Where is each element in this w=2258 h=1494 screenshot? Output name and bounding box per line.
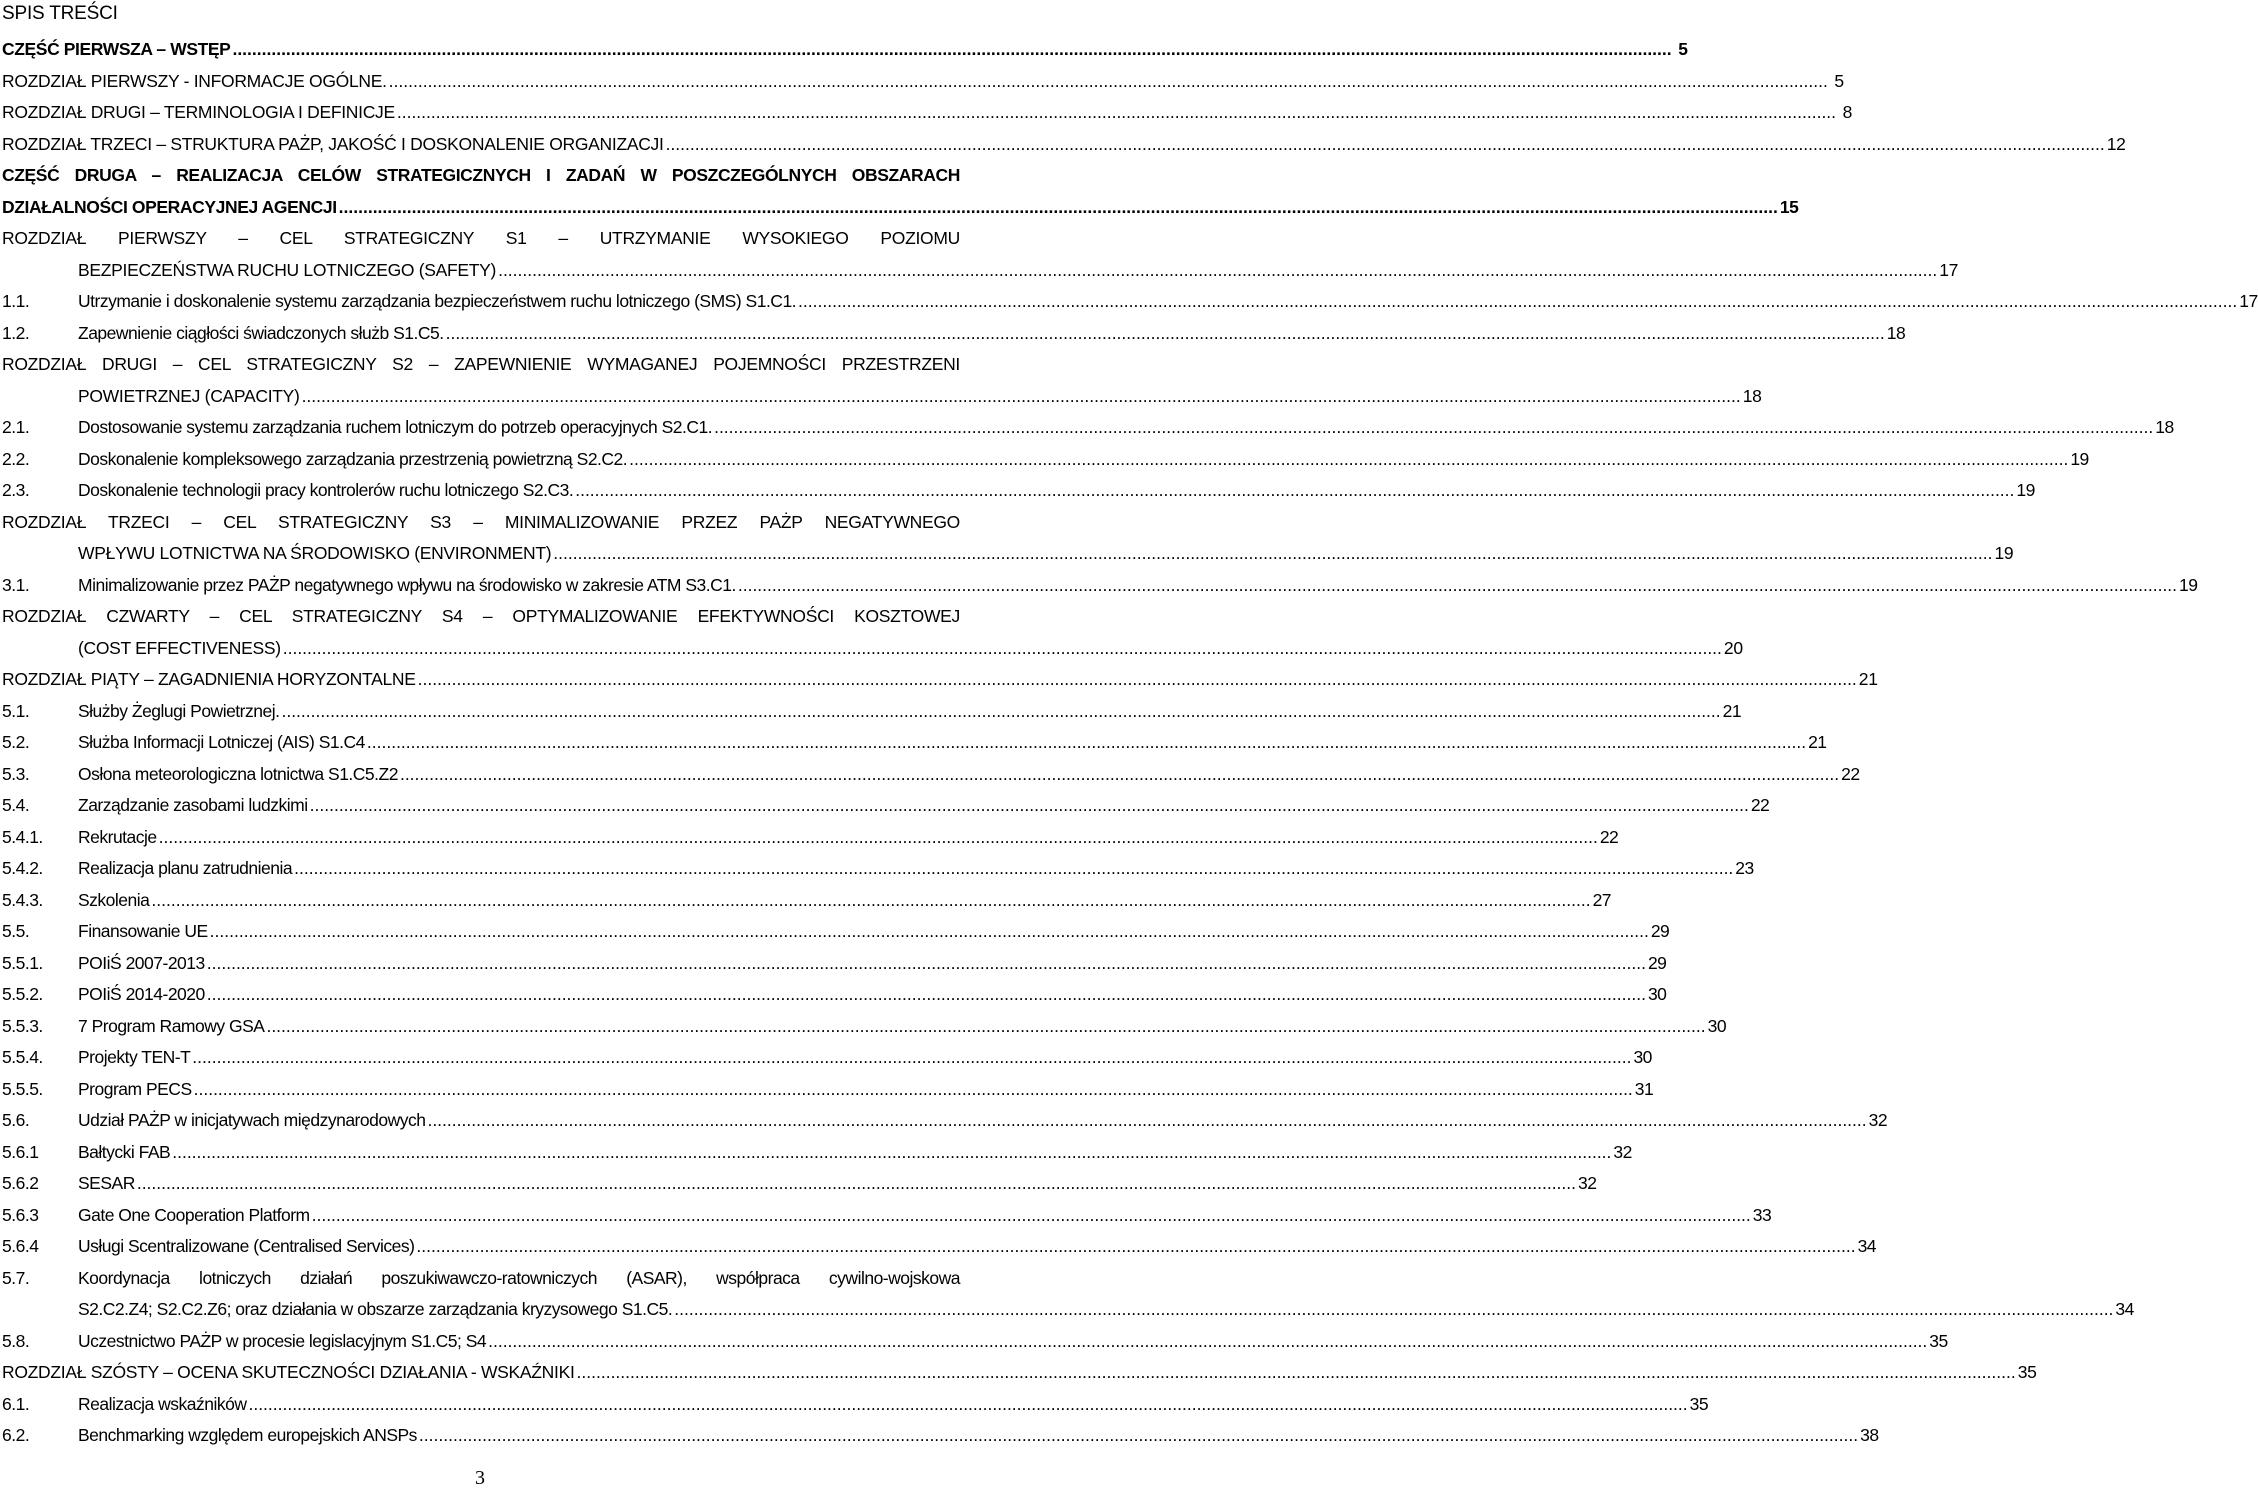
dot-leader	[232, 35, 1671, 63]
toc-entry-title: Minimalizowanie przez PAŻP negatywnego wpływu na środowisko w zakresie ATM S3.C1.	[78, 574, 736, 595]
toc-entry-title: Projekty TEN-T	[78, 1047, 191, 1067]
toc-entry-number: 2.2.	[2, 448, 30, 469]
toc-entry-number: 2.1.	[2, 417, 30, 437]
toc-entry-page: 30	[1647, 984, 1667, 1004]
toc-entry-title: Benchmarking względem europejskich ANSPs	[78, 1425, 417, 1445]
toc-entry-title: Usługi Scentralizowane (Centralised Services)	[78, 1236, 415, 1256]
dot-leader	[427, 1106, 1866, 1134]
dot-leader	[738, 571, 2177, 599]
toc-entry-page: 27	[1592, 889, 1612, 910]
toc-entry-page: 17	[1939, 259, 1959, 280]
toc-entry-number: 5.5.4.	[2, 1047, 43, 1067]
toc-entry-title: Finansowanie UE	[78, 921, 208, 941]
toc-entry[interactable]	[0, 917, 1670, 949]
toc-entry-title: Służby Żeglugi Powietrznej.	[78, 700, 280, 721]
dot-leader	[577, 1358, 2016, 1386]
toc-entry-number: 5.5.	[2, 921, 30, 941]
toc-entry[interactable]	[0, 980, 1667, 1012]
toc-entry-title: Program PECS	[78, 1078, 192, 1099]
toc-entry[interactable]	[0, 854, 1754, 886]
toc-entry-title-continued: POWIETRZNEJ (CAPACITY)	[78, 385, 300, 406]
toc-entry-page: 22	[1841, 763, 1860, 784]
dot-leader	[172, 1138, 1611, 1166]
dot-leader	[389, 67, 1828, 95]
toc-entry-number: 6.2.	[2, 1425, 30, 1445]
toc-entry[interactable]	[0, 1201, 1772, 1233]
toc-entry[interactable]	[0, 1264, 2134, 1327]
toc-entry-title: POIiŚ 2014-2020	[78, 984, 205, 1004]
toc-entry-page: 5	[1678, 39, 1688, 59]
toc-entry-title: ROZDZIAŁ PIERWSZY - INFORMACJE OGÓLNE.	[2, 70, 387, 91]
toc-entry-number: 5.5.1.	[2, 952, 43, 973]
dot-leader	[674, 1295, 2113, 1323]
toc-entry-page: 19	[2016, 480, 2035, 500]
dot-leader	[446, 319, 1885, 347]
dot-leader	[488, 1327, 1927, 1355]
toc-entry-page: 17	[2239, 291, 2258, 311]
toc-entry-page: 30	[1633, 1047, 1652, 1067]
toc-entry-page: 21	[1722, 700, 1742, 721]
toc-entry-number: 5.4.1.	[2, 826, 43, 847]
toc-entry[interactable]	[0, 1012, 1727, 1044]
toc-entry-page: 31	[1634, 1078, 1654, 1099]
toc-entry-page: 18	[1742, 385, 1762, 406]
page-number: 3	[475, 1467, 485, 1489]
toc-entry-title: Szkolenia	[78, 889, 150, 910]
toc-entry[interactable]	[0, 665, 1878, 697]
toc-entry[interactable]	[0, 1390, 1709, 1422]
toc-entry[interactable]	[0, 413, 2174, 445]
dot-leader	[666, 130, 2105, 158]
toc-entry-page: 38	[1860, 1425, 1879, 1445]
toc-entry-title-continued: DZIAŁALNOŚCI OPERACYJNEJ AGENCJI	[2, 196, 337, 217]
toc-entry-number: 5.4.3.	[2, 889, 43, 910]
toc-entry-title: Osłona meteorologiczna lotnictwa S1.C5.Z2	[78, 763, 398, 784]
toc-entry-number: 5.5.5.	[2, 1078, 43, 1099]
toc-entry[interactable]	[0, 350, 1762, 413]
toc-entry-number: 6.1.	[2, 1393, 30, 1414]
toc-entry-page: 32	[1613, 1141, 1632, 1162]
dot-leader	[416, 1232, 1855, 1260]
toc-entry[interactable]	[0, 602, 1743, 665]
toc-entry-number: 1.1.	[2, 291, 30, 311]
toc-entry-page: 19	[1994, 543, 2014, 563]
toc-entry-page: 12	[2106, 133, 2126, 154]
toc-entry[interactable]	[0, 697, 1742, 729]
dot-leader	[192, 1043, 1631, 1071]
toc-entry-title: ROZDZIAŁ PIĄTY – ZAGADNIENIA HORYZONTALNE	[2, 669, 416, 689]
toc-entry[interactable]	[0, 445, 2089, 477]
toc-entry[interactable]	[0, 1232, 1877, 1264]
dot-leader	[137, 1169, 1576, 1197]
dot-leader	[397, 98, 1836, 126]
dot-leader	[553, 539, 1992, 567]
toc-entry-number: 3.1.	[2, 574, 30, 595]
toc-entry-title: Zarządzanie zasobami ludzkimi	[78, 795, 308, 815]
toc-entry[interactable]	[0, 319, 1906, 351]
dot-leader	[194, 1075, 1633, 1103]
dot-leader	[207, 980, 1646, 1008]
toc-entry-number: 5.6.4	[2, 1236, 39, 1256]
toc-entry-title: Rekrutacje	[78, 826, 157, 847]
toc-entry-page: 19	[2070, 448, 2089, 469]
toc-entry-title: CZĘŚĆ PIERWSZA – WSTĘP	[2, 39, 231, 59]
toc-entry-number: 5.6.2	[2, 1173, 39, 1193]
table-of-contents	[0, 35, 2258, 1453]
toc-entry[interactable]	[0, 161, 1799, 224]
toc-entry-title: ROZDZIAŁ DRUGI – TERMINOLOGIA I DEFINICJE	[2, 102, 395, 122]
toc-entry-number: 5.6.1	[2, 1141, 39, 1162]
dot-leader	[151, 886, 1590, 914]
toc-entry-page: 30	[1707, 1015, 1727, 1036]
toc-entry-title: ROZDZIAŁ SZÓSTY – OCENA SKUTECZNOŚCI DZIAŁANIA - WSKAŹNIKI	[2, 1362, 575, 1382]
toc-entry-number: 5.8.	[2, 1330, 30, 1351]
toc-entry-title: Bałtycki FAB	[78, 1141, 171, 1162]
toc-entry[interactable]	[0, 287, 2258, 319]
toc-entry-number: 5.6.3	[2, 1204, 39, 1225]
toc-entry-title: Uczestnictwo PAŻP w procesie legislacyjnym S1.C5; S4	[78, 1330, 487, 1351]
toc-entry[interactable]	[0, 886, 1612, 918]
toc-entry-title: Doskonalenie technologii pracy kontrolerów ruchu lotniczego S2.C3.	[78, 480, 574, 500]
toc-entry-page: 35	[1929, 1330, 1948, 1351]
toc-entry[interactable]	[0, 823, 1619, 855]
toc-entry-title: POIiŚ 2007-2013	[78, 952, 205, 973]
dot-leader	[302, 382, 1741, 410]
dot-leader	[419, 1421, 1858, 1449]
dot-leader	[714, 413, 2153, 441]
toc-entry[interactable]	[0, 1106, 1888, 1138]
toc-entry-title-continued: (COST EFFECTIVENESS)	[78, 637, 281, 658]
toc-entry-page: 23	[1735, 858, 1754, 878]
dot-leader	[418, 665, 1857, 693]
toc-entry[interactable]	[0, 1138, 1632, 1170]
dot-leader	[159, 823, 1598, 851]
toc-entry-page: 21	[1808, 732, 1827, 752]
toc-entry[interactable]	[0, 67, 1844, 99]
toc-entry-number: 2.3.	[2, 480, 30, 500]
toc-entry-title: 7 Program Ramowy GSA	[78, 1015, 265, 1036]
toc-entry-title: Koordynacja lotniczych działań poszukiwawczo-ratowniczych (ASAR), współpraca cywilno-wojskowa	[78, 1267, 960, 1288]
toc-entry[interactable]	[0, 1043, 1652, 1075]
toc-entry-page: 22	[1599, 826, 1619, 847]
dot-leader	[310, 791, 1749, 819]
toc-entry-title-continued: BEZPIECZEŃSTWA RUCHU LOTNICZEGO (SAFETY)	[78, 259, 497, 280]
toc-entry-page: 8	[1842, 102, 1853, 122]
toc-entry-page: 33	[1752, 1204, 1772, 1225]
toc-entry-title: Doskonalenie kompleksowego zarządzania przestrzenią powietrzną S2.C2.	[78, 448, 628, 469]
toc-entry-page: 32	[1578, 1173, 1597, 1193]
toc-entry[interactable]	[0, 1358, 2037, 1390]
toc-entry-title: Realizacja planu zatrudnienia	[78, 858, 293, 878]
toc-entry-page: 22	[1750, 795, 1770, 815]
toc-entry-title: Dostosowanie systemu zarządzania ruchem lotniczym do potrzeb operacyjnych S2.C1.	[78, 417, 713, 437]
toc-entry-title: Realizacja wskaźników	[78, 1393, 247, 1414]
dot-leader	[294, 854, 1733, 882]
toc-entry-page: 18	[2155, 417, 2174, 437]
dot-leader	[498, 256, 1937, 284]
toc-entry-title: CZĘŚĆ DRUGA – REALIZACJA CELÓW STRATEGICZNYCH I ZADAŃ W POSZCZEGÓLNYCH OBSZARACH	[2, 165, 960, 185]
toc-entry-page: 29	[1647, 952, 1667, 973]
toc-entry[interactable]	[0, 35, 1688, 67]
toc-entry-number: 1.2.	[2, 322, 30, 343]
toc-entry-number: 5.5.3.	[2, 1015, 43, 1036]
toc-entry-number: 5.3.	[2, 763, 30, 784]
toc-entry-title: Zapewnienie ciągłości świadczonych służb S1.C5.	[78, 322, 444, 343]
dot-leader	[339, 193, 1778, 221]
dot-leader	[798, 287, 2237, 315]
toc-entry-page: 5	[1834, 70, 1844, 91]
toc-entry-title: Służba Informacji Lotniczej (AIS) S1.C4	[78, 732, 365, 752]
toc-entry[interactable]	[0, 476, 2035, 508]
toc-entry-title-continued: WPŁYWU LOTNICTWA NA ŚRODOWISKO (ENVIRONMENT)	[78, 543, 552, 563]
toc-entry[interactable]	[0, 949, 1667, 981]
toc-entry-page: 35	[2017, 1362, 2037, 1382]
toc-entry-page: 29	[1650, 921, 1670, 941]
toc-entry-number: 5.1.	[2, 700, 30, 721]
toc-entry[interactable]	[0, 571, 2198, 603]
dot-leader	[312, 1201, 1751, 1229]
dot-leader	[283, 634, 1722, 662]
toc-entry[interactable]	[0, 1075, 1654, 1107]
toc-entry[interactable]	[0, 98, 1853, 130]
dot-leader	[281, 697, 1720, 725]
toc-entry-title: Utrzymanie i doskonalenie systemu zarządzania bezpieczeństwem ruchu lotniczego (SMS) S1.C1.	[78, 291, 797, 311]
toc-entry-title: SESAR	[78, 1173, 135, 1193]
toc-entry-page: 34	[2115, 1299, 2134, 1319]
toc-entry-page: 20	[1723, 637, 1743, 658]
toc-entry[interactable]	[0, 728, 1827, 760]
dot-leader	[400, 760, 1839, 788]
toc-entry-title: ROZDZIAŁ PIERWSZY – CEL STRATEGICZNY S1 – UTRZYMANIE WYSOKIEGO POZIOMU	[2, 228, 960, 248]
toc-entry[interactable]	[0, 130, 2126, 162]
dot-leader	[248, 1390, 1687, 1418]
toc-entry-title: Gate One Cooperation Platform	[78, 1204, 310, 1225]
toc-entry[interactable]	[0, 224, 1959, 287]
toc-entry-title: ROZDZIAŁ CZWARTY – CEL STRATEGICZNY S4 – OPTYMALIZOWANIE EFEKTYWNOŚCI KOSZTOWEJ	[2, 606, 960, 626]
toc-entry-number: 5.4.2.	[2, 858, 43, 878]
toc-entry[interactable]	[0, 791, 1770, 823]
dot-leader	[629, 445, 2068, 473]
dot-leader	[210, 917, 1649, 945]
toc-entry-page: 21	[1858, 669, 1878, 689]
toc-entry-number: 5.2.	[2, 732, 30, 752]
toc-entry-title: Udział PAŻP w inicjatywach międzynarodowych	[78, 1110, 426, 1130]
dot-leader	[266, 1012, 1705, 1040]
toc-entry-title-continued: S2.C2.Z4; S2.C2.Z6; oraz działania w obszarze zarządzania kryzysowego S1.C5.	[78, 1299, 673, 1319]
toc-entry-page: 18	[1886, 322, 1906, 343]
toc-entry-page: 15	[1779, 196, 1799, 217]
toc-entry-page: 34	[1857, 1236, 1877, 1256]
toc-entry-title: ROZDZIAŁ TRZECI – CEL STRATEGICZNY S3 – MINIMALIZOWANIE PRZEZ PAŻP NEGATYWNEGO	[2, 511, 960, 532]
toc-entry[interactable]	[0, 1327, 1948, 1359]
toc-entry-number: 5.4.	[2, 795, 30, 815]
toc-entry-page: 19	[2179, 574, 2198, 595]
toc-entry-title: ROZDZIAŁ TRZECI – STRUKTURA PAŻP, JAKOŚĆ I DOSKONALENIE ORGANIZACJI	[2, 133, 664, 154]
dot-leader	[575, 476, 2014, 504]
toc-entry-number: 5.5.2.	[2, 984, 43, 1004]
dot-leader	[207, 949, 1646, 977]
toc-entry[interactable]	[0, 1421, 1879, 1453]
dot-leader	[367, 728, 1806, 756]
toc-entry[interactable]	[0, 760, 1860, 792]
toc-entry-page: 35	[1689, 1393, 1709, 1414]
toc-title: SPIS TREŚCI	[2, 3, 118, 24]
toc-entry[interactable]	[0, 1169, 1597, 1201]
toc-entry-number: 5.7.	[2, 1267, 30, 1288]
toc-entry-page: 32	[1868, 1110, 1888, 1130]
toc-entry-number: 5.6.	[2, 1110, 30, 1130]
toc-entry-title: ROZDZIAŁ DRUGI – CEL STRATEGICZNY S2 – ZAPEWNIENIE WYMAGANEJ POJEMNOŚCI PRZESTRZENI	[2, 354, 960, 374]
toc-entry[interactable]	[0, 508, 2014, 571]
